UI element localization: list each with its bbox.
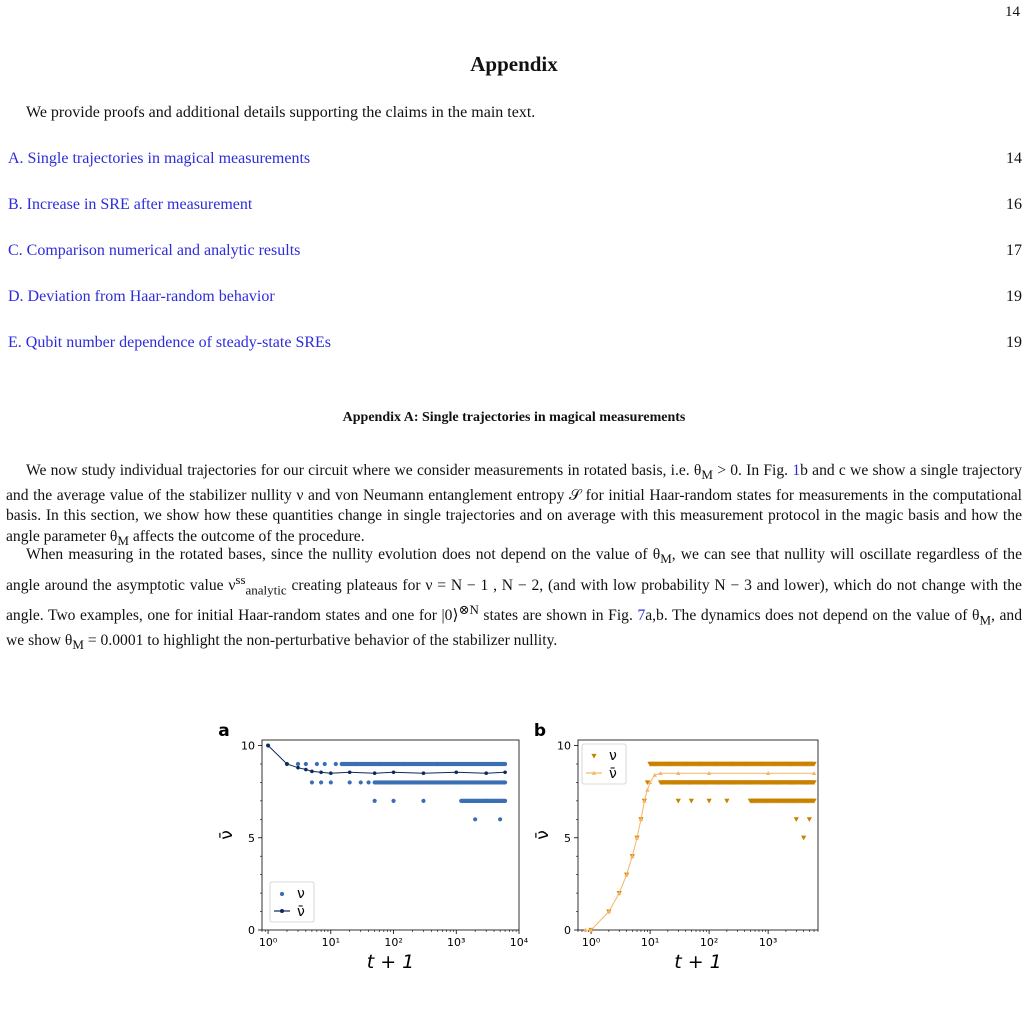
x-tick-label: 10⁰ [581, 936, 601, 949]
nu-bar-marker [310, 770, 314, 774]
toc-row [8, 334, 1022, 380]
nu-bar-marker [454, 770, 458, 774]
nu-marker [359, 780, 363, 784]
x-axis-label: t + 1 [674, 951, 722, 973]
figure-7 [200, 660, 840, 1005]
subscript: M [117, 532, 129, 548]
x-tick-label: 10⁴ [509, 936, 529, 949]
text-run: creating plateaus for ν = N − 1 , N − 2, (and with low probability N − 3 and lower), which do not change with the angle. Two examples, one for initial Haar-random states and one for |0⟩ [6, 576, 1022, 625]
nu-bar-line [585, 773, 814, 930]
subscript: M [660, 551, 672, 567]
nu-marker [689, 799, 694, 804]
nu-bar-marker [484, 771, 488, 775]
figure-reference-link[interactable]: 7 [637, 607, 646, 625]
table-of-contents [8, 150, 1022, 380]
nu-bar-marker [329, 771, 333, 775]
toc-row [8, 196, 1022, 242]
text-run: , and we show θ [6, 607, 1023, 650]
page-number: 14 [1005, 4, 1020, 20]
nu-bar-marker [503, 770, 507, 774]
nu-marker [334, 762, 338, 766]
nu-bar-marker [319, 770, 323, 774]
nu-marker [323, 762, 327, 766]
toc-link-c[interactable]: C. Comparison numerical and analytic results [8, 242, 301, 259]
figure-reference-link[interactable]: 1 [792, 462, 801, 479]
y-tick-label: 5 [248, 831, 255, 845]
toc-page-number: 14 [1006, 150, 1022, 167]
x-tick-label: 10⁰ [258, 936, 278, 949]
superscript: ⊗N [458, 602, 479, 618]
nu-marker [304, 762, 308, 766]
nu-marker [410, 780, 414, 784]
y-tick-label: 5 [564, 831, 571, 845]
nu-bar-marker [373, 771, 377, 775]
nu-marker [454, 780, 458, 784]
nu-marker [373, 799, 377, 803]
nu-marker [794, 817, 799, 822]
y-tick-label: 0 [564, 924, 571, 937]
nu-marker [310, 780, 314, 784]
legend-nu-marker [280, 892, 284, 896]
text-run: states are shown in Fig. [478, 607, 638, 625]
nu-marker [391, 799, 395, 803]
x-tick-label: 10³ [447, 936, 466, 949]
toc-row [8, 150, 1022, 196]
x-axis-label: t + 1 [366, 951, 415, 973]
nu-bar-marker [422, 771, 426, 775]
nu-marker [484, 799, 488, 803]
y-axis-label: ν̄ [533, 830, 553, 840]
legend-nu-bar-marker [280, 909, 284, 913]
nu-bar-marker [285, 762, 289, 766]
toc-page-number: 16 [1006, 196, 1022, 213]
nu-marker [340, 762, 344, 766]
legend-label-nu: ν [297, 886, 305, 902]
nu-bar-line [268, 746, 505, 774]
toc-page-number: 17 [1006, 242, 1022, 259]
nu-bar-marker [296, 766, 300, 770]
subscript: M [701, 467, 713, 483]
nu-marker [503, 780, 507, 784]
y-tick-label: 10 [241, 739, 255, 753]
text-run: affects the outcome of the procedure. [128, 527, 365, 545]
legend-label-nu-bar: ν̄ [609, 766, 617, 782]
legend-label-nu-bar: ν̄ [297, 904, 305, 920]
nu-marker [807, 817, 812, 822]
nu-marker [707, 799, 712, 804]
paragraph-2 [6, 545, 1022, 656]
x-tick-label: 10¹ [321, 936, 341, 949]
panel-label: a [218, 721, 230, 741]
nu-marker [319, 780, 323, 784]
x-tick-label: 10² [699, 936, 719, 949]
section-heading: Appendix A: Single trajectories in magical measurements [342, 410, 686, 425]
subscript: M [979, 612, 992, 628]
legend-box [270, 882, 314, 922]
nu-marker [348, 780, 352, 784]
text-run: We now study individual trajectories for our circuit where we consider measurements in rotated basis, i.e. θ [26, 462, 702, 479]
nu-marker [801, 836, 806, 841]
nu-marker [378, 762, 382, 766]
page-title: Appendix [470, 52, 558, 76]
nu-marker [503, 799, 507, 803]
toc-link-b[interactable]: B. Increase in SRE after measurement [8, 196, 253, 213]
text-run: > 0. In Fig. [712, 462, 793, 479]
toc-link-a[interactable]: A. Single trajectories in magical measurements [8, 150, 311, 167]
nu-marker [296, 762, 300, 766]
toc-row [8, 242, 1022, 288]
superscript: ss [235, 571, 246, 587]
x-tick-label: 10³ [758, 936, 778, 949]
x-tick-label: 10¹ [640, 936, 660, 949]
nu-bar-marker [304, 768, 308, 772]
nu-marker [385, 780, 389, 784]
subscript: M [72, 637, 84, 653]
text-run: b and c we show a single trajectory and the average value of the stabilizer nullity ν and von Neumann entanglement entropy 𝒮 for initial Haar-random states for measurements in the computational basis. In this section, we show how these quantities change in single trajectories and on average with this measurement protocol in the magic basis and how the angle parameter θ [6, 462, 1023, 545]
nu-bar-marker [348, 770, 352, 774]
nu-bar-marker [645, 788, 649, 792]
nu-marker [329, 780, 333, 784]
nu-bar-marker [266, 744, 270, 748]
x-tick-label: 10² [384, 936, 403, 949]
intro-text: We provide proofs and additional details supporting the claims in the main text. [26, 104, 536, 121]
nu-marker [498, 817, 502, 821]
nu-marker [473, 817, 477, 821]
y-tick-label: 0 [248, 924, 255, 937]
text-run: When measuring in the rotated bases, since the nullity evolution does not depend on the value of θ [26, 546, 661, 563]
nu-marker [421, 799, 425, 803]
nu-marker [435, 762, 439, 766]
nu-marker [503, 762, 507, 766]
y-tick-label: 10 [557, 739, 571, 753]
subscript: analytic [245, 581, 287, 597]
nu-marker [402, 762, 406, 766]
y-axis-label: ν̄ [217, 830, 237, 840]
nu-marker [366, 780, 370, 784]
paragraph-1 [6, 461, 1022, 551]
nu-bar-marker [392, 770, 396, 774]
text-run: , we can see that nullity will oscillate regardless of the angle around the asymptotic value ν [6, 546, 1022, 594]
toc-link-d[interactable]: D. Deviation from Haar-random behavior [8, 288, 275, 305]
text-run: a,b. The dynamics does not depend on the value of θ [645, 607, 980, 625]
nu-marker [354, 762, 358, 766]
text-run: = 0.0001 to highlight the non-perturbative behavior of the stabilizer nullity. [83, 632, 558, 650]
figure-svg [200, 660, 840, 1005]
nu-marker [676, 799, 681, 804]
toc-page-number: 19 [1006, 334, 1022, 351]
nu-marker [315, 762, 319, 766]
panel-label: b [533, 721, 547, 741]
toc-page-number: 19 [1006, 288, 1022, 305]
nu-marker [724, 799, 729, 804]
toc-row [8, 288, 1022, 334]
legend-label-nu: ν [609, 748, 617, 764]
legend-box [582, 744, 626, 784]
toc-link-e[interactable]: E. Qubit number dependence of steady-state SREs [8, 334, 332, 351]
